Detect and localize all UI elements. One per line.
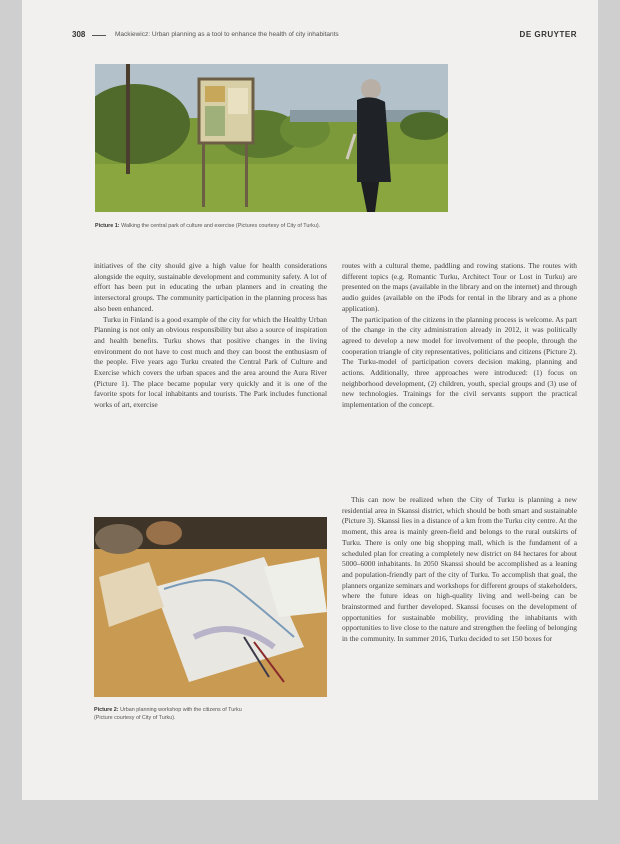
header-rule [92,35,106,36]
left-column [94,261,327,411]
paragraph: routes with a cultural theme, paddling and rowing stations. The routes with different topics (e.g. Romantic Turku, Architect Tour or Lost in Turku) are presented on the maps (available in the library and on the internet) and through audio guides (available on the iPods for rental in the library and as a phone application). [342,261,577,313]
page-number: 308 [72,30,86,39]
workshop-scene-illustration [94,517,327,697]
workshop-photo [94,517,327,697]
park-scene-illustration [95,64,448,212]
right-column-top [342,261,577,411]
running-title: Mackiewicz: Urban planning as a tool to enhance the health of city inhabitants [115,31,339,38]
figure-2-label: Picture 2: [94,707,119,713]
right-column-bottom [342,495,577,645]
park-photo [95,64,448,212]
publisher-name: DE GRUYTER [519,30,577,39]
running-header [72,29,577,43]
figure-1-caption [95,222,455,230]
figure-2-text: Urban planning workshop with the citizens of Turku [120,707,242,713]
figure-2-caption [94,706,324,722]
figure-2-credit: (Picture courtesy of City of Turku). [94,715,176,722]
paragraph: This can now be realized when the City of Turku is planning a new residential area in Skanssi district, which should be both smart and sustainable (Picture 3). Skanssi lies in a distance of a km from the Turku city centre. At the moment, this area is mainly green-field and belongs to the rural outskirts of Turku. There is only one big shopping mall, which is the fundament of a scheduled plan for creating a completely new district on 84 hectares for about 5000–6000 inhabitants. In 2050 Skanssi should be accomplished as a leaning and population-friendly part of the city of Turku. To accomplish that goal, the planners organize seminars and workshops for different groups of stakeholders, where the future ideas on high-quality living and well-being can be brainstormed and further developed. Skanssi focuses on the development of opportunities for sustainable mobility, providing the inhabitants with opportunities to live close to the nature and strengthen the feeling of belonging in the community. In summer 2016, Turku decided to set 150 boxes for [342,495,577,644]
paragraph: Turku in Finland is a good example of the city for which the Healthy Urban Planning is not only an obvious responsibility but also a source of inspiration and health benefits. Turku shows that positive changes in the living environment do not have to cost much and they can boost the enthusiasm of the people. Five years ago Turku created the Central Park of Culture and Exercise which covers the urban spaces and the area around the Aura River (Picture 1). The place became popular very quickly and it is one of the favorite spots for local inhabitants and tourists. The Park includes functional works of art, exercise [94,314,327,410]
figure-1-text: Walking the central park of culture and exercise (Pictures courtesy of City of Turku). [121,223,321,229]
figure-1-label: Picture 1: [95,223,120,229]
paragraph: initiatives of the city should give a high value for health considerations alongside the equity, sustainable development and community safety. A lot of effort has been put in educating the urban planners and in creating the intersectoral groups. The community participation in the planning process has also been enhanced. [94,261,327,313]
paragraph: The participation of the citizens in the planning process is welcome. As part of the change in the city administration already in 2012, it was politically agreed to develop a new model for involvement of the people, through the cooperation triangle of city representatives, politicians and citizens (Picture 2). The Turku-model of participation covers decision making, planning and actions. Additionally, three approaches were introduced: (1) focus on neighborhood development, (2) children, youth, special groups and (3) use of new technologies. Trainings for the civil servants support the practical implementation of the concept. [342,314,577,410]
